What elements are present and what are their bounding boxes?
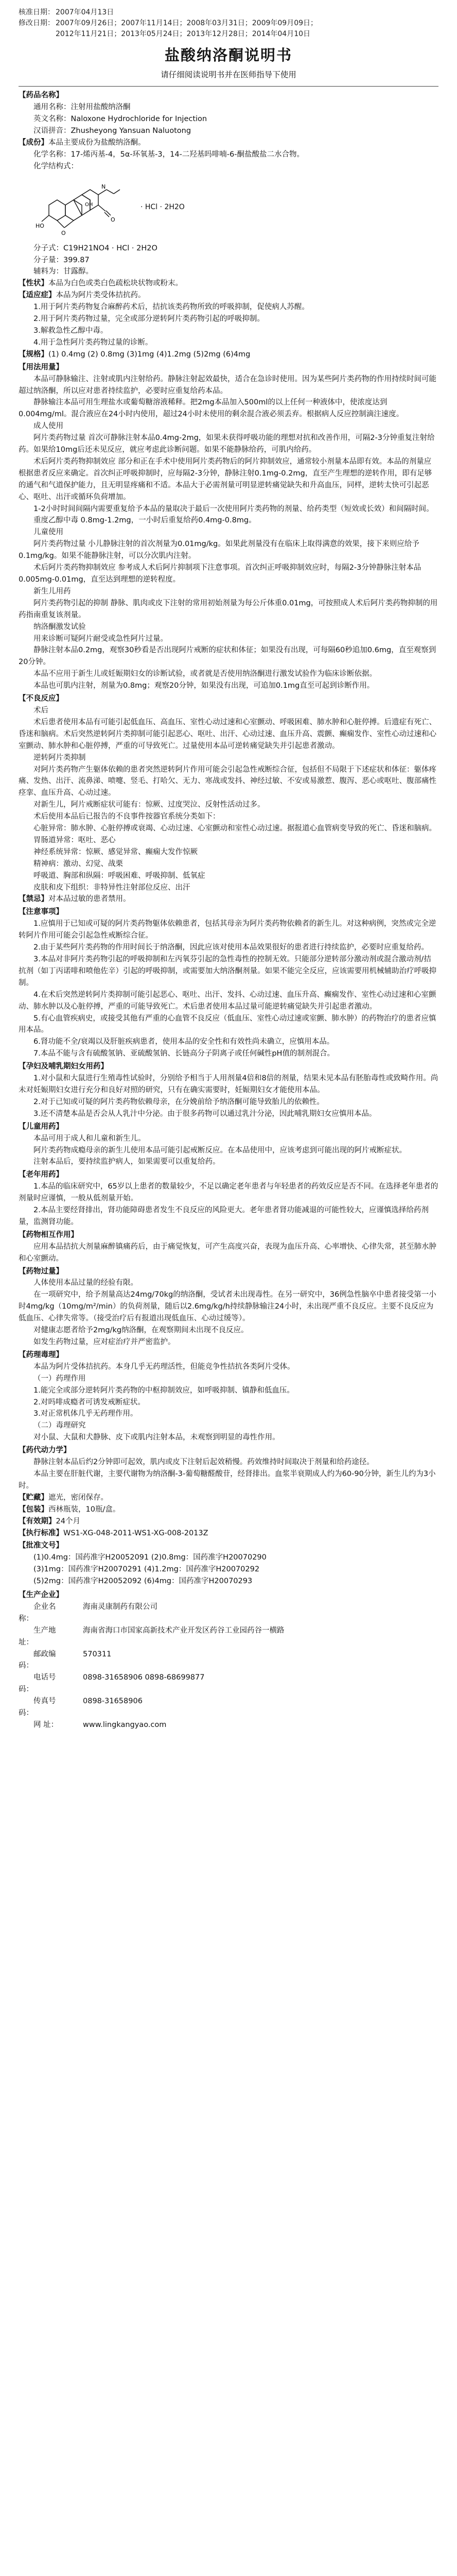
manufacturer-fax: 0898-31658906 [83, 1697, 143, 1706]
pregnancy-paragraph: 2.对于已知或可疑的阿片类药物依赖母亲，在分娩前给予纳洛酮可能导致胎儿的依赖性。 [33, 1097, 324, 1106]
svg-text:O: O [61, 229, 66, 236]
english-name: 英文名称：Naloxone Hydrochloride for Injection [33, 115, 207, 124]
section-heading: 【儿童用药】 [19, 1122, 63, 1131]
manufacturer-name: 海南灵康制药有限公司 [83, 1602, 157, 1611]
section-heading: 【包装】 [19, 1505, 48, 1514]
divider [19, 86, 438, 87]
section-heading: 【执行标准】 [19, 1529, 63, 1537]
structure-diagram [33, 174, 136, 240]
revision-date-row [19, 18, 438, 29]
indications-text: 本品为阿片类受体拮抗药。 [56, 291, 146, 300]
pediatric-paragraph: 本品可用于成人和儿童和新生儿。 [33, 1134, 146, 1143]
molecular-formula: 分子式：C19H21NO4 · HCl · 2H2O [33, 244, 157, 252]
section-package [19, 1504, 438, 1516]
precaution-paragraph: 2.由于某些阿片类药物的作用时间长于纳洛酮，因此应该对使用本品效果很好的患者进行持续监护，必要时应重复给药。 [33, 943, 429, 952]
elderly-paragraph: 2.本品主要经肾排出，肾功能障碍患者发生不良反应的风险更大。老年患者肾功能减退的可能性较大，应谨慎选择给药剂量，监测肾功能。 [19, 1206, 429, 1226]
contra-text: 对本品过敏的患者禁用。 [48, 895, 131, 904]
precaution-paragraph: 5.有心血管疾病史，或接受其他有严重的心血管不良反应（低血压、室性心动过速或室颤、肺水肿）的药物治疗的患者应慎用本品。 [19, 1014, 436, 1035]
section-standard [19, 1528, 438, 1539]
approval-date-label: 核准日期： [19, 8, 55, 16]
svg-text:OH: OH [85, 201, 93, 208]
approval-date: 2007年04月13日 [56, 8, 114, 16]
section-pharmacology [19, 1349, 438, 1444]
dosage-paragraph: 新生儿用药 [33, 587, 71, 596]
section-validity [19, 1516, 438, 1528]
chemical-structure [33, 174, 438, 241]
validity-text: 24个月 [56, 1517, 80, 1526]
appearance-text: 本品为白色或类白色疏松块状物或粉末。 [48, 279, 183, 288]
manufacturer-fax-row: 传真号码： 0898-31658906 [19, 1696, 438, 1719]
section-appearance [19, 278, 438, 290]
manufacturer-phone: 0898-31658906 0898-68699877 [83, 1673, 205, 1682]
section-heading: 【药物相互作用】 [19, 1230, 78, 1239]
section-heading: 【药品名称】 [19, 91, 63, 100]
overdose-paragraph: 对健康志愿者给予2mg/kg纳洛酮，在观察期间未出现不良反应。 [33, 1326, 249, 1335]
pregnancy-paragraph: 3.还不清楚本品是否会从人乳汁中分泌。由于很多药物可以通过乳汁分泌，因此哺乳期妇女应慎用本品。 [33, 1109, 377, 1118]
dosage-paragraph: 本品可静脉输注、注射或肌内注射给药。静脉注射起效最快，适合在急诊时使用。因为某些阿片类药物的作用持续时间可能超过纳洛酮，所以应对患者持续监护，必要时应重复给药本品。 [19, 375, 436, 395]
section-precautions [19, 906, 438, 1060]
manufacturer-address: 海南省海口市国家高新技术产业开发区药谷工业园药谷一横路 [83, 1626, 285, 1635]
chemical-name: 化学名称：17-烯丙基-4，5α-环氧基-3，14-二羟基吗啡喃-6-酮盐酸盐二水合物。 [33, 150, 304, 159]
overdose-paragraph: 在一项研究中，给予剂量高达24mg/70kg的纳洛酮，受试者未出现毒性。在另一研究中，36例急性脑卒中患者接受第一小时4mg/kg（10mg/m²/min）的负荷剂量，随后以2.6mg/kg/h持续静脉输注24小时，未出现严重不良反应。主要不良反应为低血压、心律失常等。（接受治疗后有报道出现低血压、心动过缓等）。 [19, 1291, 436, 1323]
section-drug-name [19, 90, 438, 137]
pharmacology-paragraph: 3.对正常机体几乎无药理作用。 [33, 1410, 138, 1418]
section-heading: 【药代动力学】 [19, 1446, 71, 1455]
date-block [19, 7, 438, 40]
approval-number: (3)1mg：国药准字H20070291 (4)1.2mg：国药准字H20070292 [33, 1565, 260, 1574]
dosage-paragraph: 术后阿片类药物抑制效应 参考成人术后阿片抑制项下注意事项。首次纠正呼吸抑制效应时，每隔2-3分钟静脉注射本品0.005mg-0.01mg，直至达到理想的逆转程度。 [19, 564, 421, 584]
section-pharmacokinetics [19, 1445, 438, 1492]
adverse-paragraph: 术后患者使用本品有可能引起低血压、高血压、室性心动过速和心室颤动、呼吸困难、肺水肿和心脏停搏。后遗症有死亡、昏迷和脑病。术后突然逆转阿片类抑制可能引起恶心、呕吐、出汗、心动过速、血压升高、震颤、癫痫发作、室性心动过速和心室颤动、肺水肿和心脏停搏，严重的可导致死亡。过量使用本品可逆转痛觉缺失并引起患者激动。 [19, 718, 436, 750]
pharmacology-paragraph: （二）毒理研究 [33, 1421, 86, 1430]
pediatric-paragraph: 注射本品后，要持续监护病人，如果需要可以重复给药。 [33, 1158, 220, 1166]
section-heading: 【成份】 [19, 138, 48, 147]
section-heading: 【生产企业】 [19, 1591, 63, 1600]
section-heading: 【禁忌】 [19, 895, 48, 904]
revision-date-row-2 [19, 29, 438, 40]
adverse-paragraph: 皮肤和皮下组织：非特异性注射部位反应、出汗 [33, 883, 190, 892]
manufacturer-address-row: 生产地址： 海南省海口市国家高新技术产业开发区药谷工业园药谷一横路 [19, 1625, 438, 1649]
manufacturer-postal: 570311 [83, 1650, 112, 1658]
dosage-paragraph: 本品也可肌内注射，剂量为0.8mg；观察20分钟，如果没有出现，可追加0.1mg直至可起到诊断作用。 [33, 682, 375, 690]
section-storage [19, 1492, 438, 1504]
ingredients-text: 本品主要成份为盐酸纳洛酮。 [48, 138, 146, 147]
adverse-paragraph: 术后 [33, 706, 48, 715]
adverse-paragraph: 呼吸道、胸部和纵隔：呼吸困难、呼吸抑制、低氧症 [33, 871, 205, 880]
approval-date-row [19, 7, 438, 18]
excipient: 辅料为：甘露醇。 [33, 267, 93, 276]
structure-label: 化学结构式： [33, 162, 78, 171]
section-heading: 【孕妇及哺乳期妇女用药】 [19, 1062, 108, 1071]
section-heading: 【不良反应】 [19, 694, 63, 703]
svg-text:N: N [101, 183, 106, 190]
molecular-weight: 分子量：399.87 [33, 256, 90, 264]
section-dosage [19, 362, 438, 692]
section-approval [19, 1540, 438, 1587]
section-heading: 【药理毒理】 [19, 1350, 63, 1359]
section-heading: 【药物过量】 [19, 1267, 63, 1276]
section-manufacturer [19, 1589, 438, 1731]
pharmacology-paragraph: 2.对吗啡成瘾者可诱发戒断症状。 [33, 1398, 145, 1406]
dosage-paragraph: 成人使用 [33, 422, 63, 431]
adverse-paragraph: 对阿片类药物产生躯体依赖的患者突然逆转阿片作用可能会引起急性戒断综合征，包括但不局限于下述症状和体征：躯体疼痛、发热、出汗、流鼻涕、喷嚏、竖毛、打哈欠、无力、寒战或发抖、神经过敏、不安或易激惹、腹泻、恶心或呕吐、腹部痛性痉挛、血压升高、心动过速。 [19, 765, 436, 798]
adverse-paragraph: 逆转阿片类抑制 [33, 753, 86, 762]
section-heading: 【老年用药】 [19, 1171, 63, 1179]
section-pregnancy [19, 1061, 438, 1120]
generic-name: 通用名称：注射用盐酸纳洛酮 [33, 103, 131, 112]
section-contraindications [19, 893, 438, 905]
manufacturer-name-row: 企业名称： 海南灵康制药有限公司 [19, 1601, 438, 1625]
section-ingredients [19, 137, 438, 278]
pinyin-name: 汉语拼音：Zhusheyong Yansuan Naluotong [33, 127, 191, 135]
structure-salt: · HCl · 2H2O [140, 202, 185, 211]
section-heading: 【有效期】 [19, 1517, 56, 1526]
dosage-paragraph: 术后阿片类药物抑制效应 部分和正在手术中使用阿片类药物后的阿片抑制效应，通常较小剂量本品即有效。本品的剂量应根据患者反应来确定。首次纠正呼吸抑制时，应每隔2-3分钟，静脉注射0.1mg-0.2mg，直至产生理想的逆转作用，即有足够的通气和气道保护能力，且无明显疼痛和不适。本品大于必需剂量可明显逆转痛觉缺失和升高血压，同样，逆转太快可引起恶心、呕吐、出汗或循环负荷增加。 [19, 457, 432, 501]
pharmacology-paragraph: （一）药理作用 [33, 1374, 86, 1383]
approval-number: (1)0.4mg：国药准字H20052091 (2)0.8mg：国药准字H20070290 [33, 1553, 267, 1562]
dosage-paragraph: 阿片类药物引起的抑制 静脉、肌肉或皮下注射的常用初始剂量为每公斤体重0.01mg，可按照成人术后阿片类药物抑制的用药指南重复该剂量。 [19, 599, 438, 619]
section-heading: 【用法用量】 [19, 363, 63, 371]
section-heading: 【批准文号】 [19, 1541, 63, 1550]
section-heading: 【规格】 [19, 350, 48, 359]
dosage-paragraph: 阿片类药物过量 小儿静脉注射的首次剂量为0.01mg/kg。如果此剂量没有在临床上取得满意的效果，接下来则应给予0.1mg/kg。如果不能静脉注射，可以分次肌内注射。 [19, 540, 419, 561]
pharmacology-paragraph: 本品为阿片受体拮抗药。本身几乎无药理活性，但能竞争性拮抗各类阿片受体。 [33, 1362, 295, 1371]
precaution-paragraph: 1.应慎用于已知或可疑的阿片类药物躯体依赖患者，包括其母亲为阿片类药物依赖者的新生儿。对这种病例，突然或完全逆转阿片作用可能会引起急性戒断综合征。 [19, 920, 436, 940]
precaution-paragraph: 4.在术后突然逆转阿片类抑制可能引起恶心、呕吐、出汗、发抖、心动过速、血压升高、癫痫发作、室性心动过速和心室颤动、肺水肿以及心脏停搏，严重的可能导致死亡。术后患者使用本品过量可能逆转痛觉缺失并引起患者激动。 [19, 990, 436, 1011]
manufacturer-phone-row: 电话号码： 0898-31658906 0898-68699877 [19, 1672, 438, 1696]
dosage-paragraph: 儿童使用 [33, 528, 63, 537]
indication-item: 3.解救急性乙醇中毒。 [33, 326, 108, 335]
adverse-paragraph: 对新生儿，阿片戒断症状可能有：惊厥、过度哭泣、反射性活动过多。 [33, 801, 265, 809]
section-overdose [19, 1266, 438, 1348]
section-heading: 【贮藏】 [19, 1493, 48, 1502]
adverse-paragraph: 术后使用本品后已报告的不良事件按器官系统分类如下： [33, 812, 220, 821]
dosage-paragraph: 阿片类药物过量 首次可静脉注射本品0.4mg-2mg，如果未获得呼吸功能的理想对抗和改善作用，可隔2-3分钟重复注射给药。如果给10mg后还未见反应，就应考虑此诊断问题。如果不能静脉给药，可肌内给药。 [19, 434, 435, 454]
precaution-paragraph: 6.肾功能不全/衰竭以及肝脏疾病患者，使用本品的安全性和有效性尚未确立，应慎用本品。 [33, 1038, 335, 1046]
pk-paragraph: 本品主要在肝脏代谢，主要代谢物为纳洛酮-3-葡萄糖醛酸苷，经肾排出。血浆半衰期成人约为60-90分钟，新生儿约为3小时。 [19, 1469, 436, 1490]
manufacturer-web-row: 网 址： www.lingkangyao.com [19, 1719, 438, 1731]
spec-text: (1) 0.4mg (2) 0.8mg (3)1mg (4)1.2mg (5)2mg (6)4mg [48, 350, 251, 359]
section-heading: 【注意事项】 [19, 908, 63, 917]
adverse-paragraph: 胃肠道异常：呕吐、恶心 [33, 836, 116, 844]
section-indications [19, 290, 438, 349]
overdose-paragraph: 如发生药物过量，应对症治疗并严密监护。 [33, 1338, 175, 1347]
dosage-paragraph: 重度乙醇中毒 0.8mg-1.2mg，一小时后重复给药0.4mg-0.8mg。 [33, 516, 256, 525]
pk-paragraph: 静脉注射本品后约2分钟即可起效，肌内或皮下注射后起效稍慢。药效维持时间取决于剂量和给药途径。 [33, 1458, 374, 1467]
adverse-paragraph: 神经系统异常：惊厥、感觉异常、癫痫大发作惊厥 [33, 848, 198, 856]
adverse-paragraph: 心脏异常：肺水肿、心脏停搏或衰竭、心动过速、心室颤动和室性心动过速。据报道心血管病变导致的死亡、昏迷和脑病。 [33, 824, 436, 833]
document-title: 盐酸纳洛酮说明书 [164, 46, 292, 64]
pediatric-paragraph: 阿片类药物成瘾母亲的新生儿使用本品可能引起戒断反应。在本品使用中，应该考虑到可能出现的阿片戒断症状。 [33, 1146, 407, 1155]
revision-dates-2: 2012年11月21日；2013年05月24日；2013年12月28日；2014年04月10日 [56, 30, 311, 38]
svg-text:HO: HO [36, 222, 44, 229]
approval-number: (5)2mg：国药准字H20052092 (6)4mg：国药准字H20070293 [33, 1577, 253, 1586]
package-text: 西林瓶装，10瓶/盒。 [48, 1505, 120, 1514]
section-heading: 【性状】 [19, 279, 48, 288]
pregnancy-paragraph: 1.对小鼠和大鼠进行生殖毒性试验时，分别给予相当于人用剂量4倍和8倍的剂量，结果未见本品有胚胎毒性或致畸作用。尚未对妊娠期妇女进行充分和良好对照的研究，只有在确实需要时，妊娠期妇女才能使用本品。 [19, 1074, 438, 1094]
interaction-paragraph: 应用本品拮抗大剂量麻醉镇痛药后，由于痛觉恢复，可产生高度兴奋，表现为血压升高、心率增快、心律失常，甚至肺水肿和心室颤动。 [19, 1242, 436, 1263]
svg-text:O: O [111, 216, 115, 223]
dosage-paragraph: 用来诊断可疑阿片耐受或急性阿片过量。 [33, 634, 168, 643]
pharmacology-paragraph: 对小鼠、大鼠和犬静脉、皮下或肌内注射本品，未观察到明显的毒性作用。 [33, 1433, 280, 1442]
section-pediatric [19, 1121, 438, 1168]
reading-warning: 请仔细阅读说明书并在医师指导下使用 [161, 70, 296, 79]
section-elderly [19, 1169, 438, 1228]
indication-item: 2.用于阿片类药物过量，完全或部分逆转阿片类药物引起的呼吸抑制。 [33, 315, 265, 324]
pharmacology-paragraph: 1.能完全或部分逆转阿片类药物的中枢抑制效应，如呼吸抑制、镇静和低血压。 [33, 1386, 294, 1395]
revision-date-label: 修改日期： [19, 19, 55, 27]
section-spec [19, 349, 438, 361]
precaution-paragraph: 3.本品对非阿片类药物引起的呼吸抑制和左丙氧芬引起的急性毒性的控制无效。只能部分逆转部分激动剂或混合激动剂/拮抗剂（如丁丙诺啡和喷他佐辛）引起的呼吸抑制，或需要加大纳洛酮剂量。如果不能完全反应，应该需要用机械辅助治疗呼吸抑制。 [19, 955, 436, 987]
indication-item: 1.用于阿片类药物复合麻醉药术后，拮抗该类药物所致的呼吸抑制，促使病人苏醒。 [33, 303, 309, 312]
overdose-paragraph: 人体使用本品过量的经验有限。 [33, 1279, 138, 1287]
standard-text: WS1-XG-048-2011-WS1-XG-008-2013Z [63, 1529, 208, 1537]
manufacturer-postal-row: 邮政编码： 570311 [19, 1649, 438, 1672]
section-interaction [19, 1229, 438, 1265]
manufacturer-web: www.lingkangyao.com [83, 1721, 167, 1730]
dosage-paragraph: 本品不应用于新生儿或妊娠期妇女的诊断试验，或者就是否使用纳洛酮进行激发试验作为临床诊断依据。 [33, 670, 377, 679]
indication-item: 4.用于急性阿片类药物过量的诊断。 [33, 338, 153, 347]
dosage-paragraph: 静脉输注本品可用生理盐水或葡萄糖溶液稀释。把2mg本品加入500ml的以上任何一种液体中，使浓度达到0.004mg/ml。混合液应在24小时内使用，超过24小时未使用的剩余混合液必须丢弃。根据病人反应控制滴注速度。 [19, 398, 404, 419]
dosage-paragraph: 1-2小时时间间隔内需要重复给予本品的量取决于最后一次使用阿片类药物的剂量、给药类型（短效或长效）和间隔时间。 [33, 504, 434, 513]
revision-dates: 2007年09月26日；2007年11月14日；2008年03月31日；2009年09月09日； [56, 19, 318, 27]
dosage-paragraph: 静脉注射本品0.2mg，观察30秒看是否出现阿片戒断的症状和体征；如果没有出现，可每隔60秒追加0.6mg，直至观察到20分钟。 [19, 646, 436, 667]
section-heading: 【适应症】 [19, 291, 56, 300]
elderly-paragraph: 1.本品的临床研究中，65岁以上患者的数量较少，不足以确定老年患者与年轻患者的药效反应是否不同。在选择老年患者的剂量时应谨慎，一般从低剂量开始。 [19, 1182, 438, 1203]
section-adverse [19, 693, 438, 893]
dosage-paragraph: 纳洛酮激发试验 [33, 622, 86, 631]
storage-text: 遮光，密闭保存。 [48, 1493, 108, 1502]
precaution-paragraph: 7.本品不能与含有硫酸氢钠、亚硫酸氢钠、长链高分子阴离子或任何碱性pH值的制剂混合。 [33, 1049, 335, 1058]
adverse-paragraph: 精神病：激动、幻觉、战栗 [33, 859, 123, 868]
